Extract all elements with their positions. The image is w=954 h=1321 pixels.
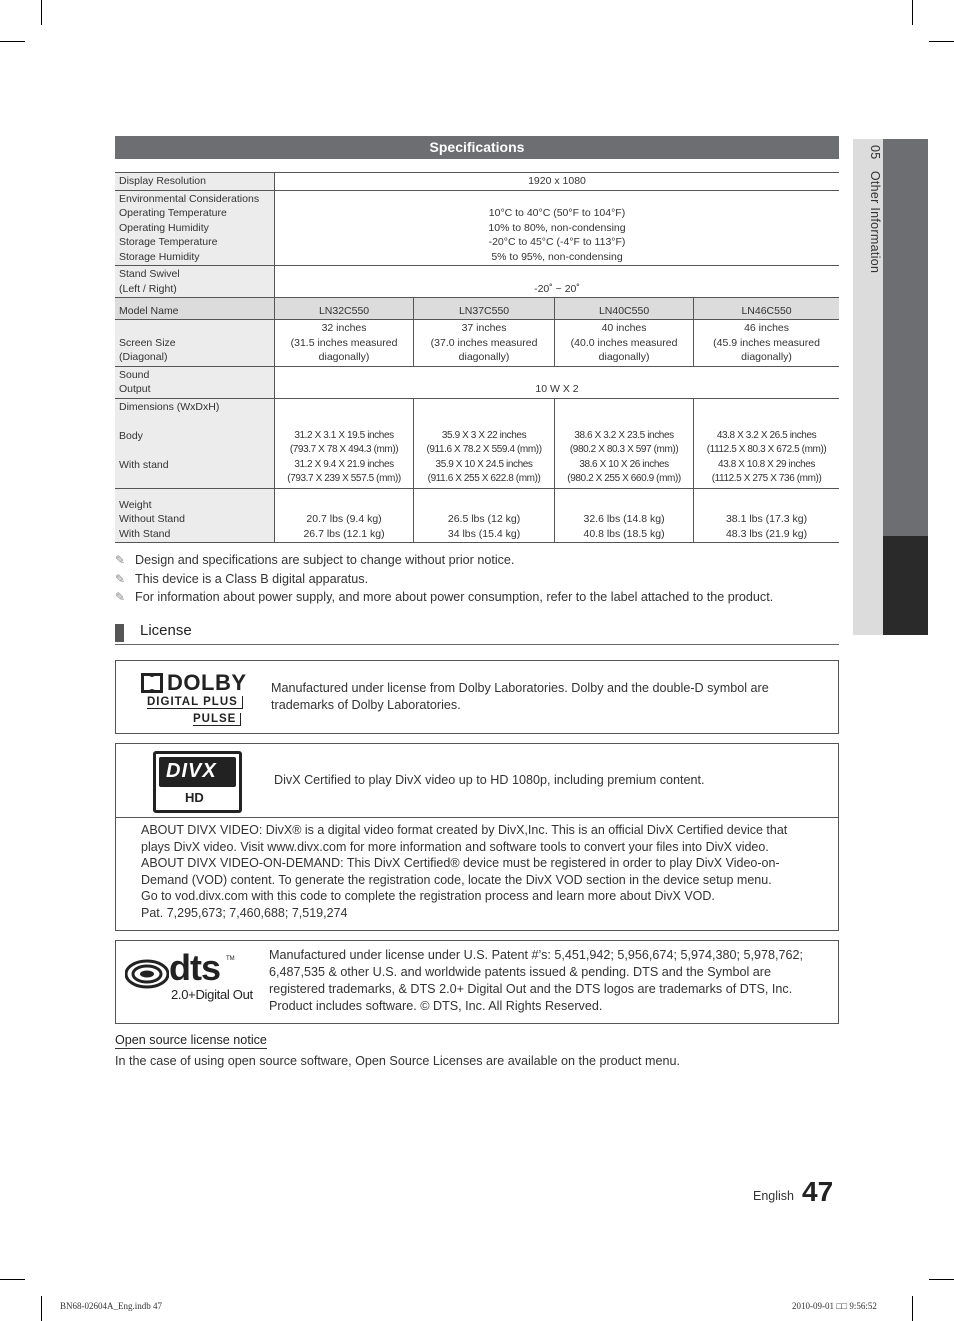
pencil-icon: ✎ — [115, 571, 126, 586]
divx-about-line: Pat. 7,295,673; 7,460,688; 7,519,274 — [141, 905, 348, 920]
crop-mark — [912, 0, 913, 25]
dimension-cell: 31.2 X 3.1 X 19.5 inches (793.7 X 78 X 494.3 (mm)) 31.2 X 9.4 X 21.9 inches (793.7 X 239 X 557.5 (mm)) — [275, 398, 414, 488]
row-value: 1920 x 1080 — [275, 173, 840, 191]
divx-text: DivX Certified to play DivX video up to HD 1080p, including premium content. — [274, 773, 705, 787]
dim-label: Body — [119, 429, 143, 442]
env-label: Environmental Considerations — [119, 192, 260, 205]
dimension-cell: 35.9 X 3 X 22 inches (911.6 X 78.2 X 559.4 (mm)) 35.9 X 10 X 24.5 inches (911.6 X 255 X 622.8 (mm)) — [414, 398, 555, 488]
env-value: -20°C to 45°C (-4°F to 113°F) — [488, 236, 626, 248]
weight-cell: 26.5 lbs (12 kg) 34 lbs (15.4 kg) — [414, 488, 555, 543]
sound-label: Output — [119, 383, 151, 395]
weight-label: Weight — [119, 498, 152, 511]
specifications-header: Specifications — [115, 136, 839, 159]
dolby-text-line: Manufactured under license from Dolby Laboratories. Dolby and the double-D symbol are — [271, 681, 769, 695]
row-value — [275, 190, 840, 266]
note-text: Design and specifications are subject to change without prior notice. — [135, 553, 515, 567]
page-number: 47 — [802, 1176, 834, 1207]
pencil-icon: ✎ — [115, 590, 126, 604]
dolby-wordmark: DOLBY — [167, 670, 247, 695]
crop-mark — [929, 41, 954, 42]
print-timestamp: 2010-09-01 □□ 9:56:52 — [792, 1301, 877, 1311]
row-label — [115, 320, 275, 367]
dts-text-line: Manufactured under license under U.S. Patent #’s: 5,451,942; 5,956,674; 5,974,380; 5,978,762; — [269, 948, 803, 962]
dolby-pulse: PULSE — [193, 713, 241, 726]
dts-swirl-icon — [125, 959, 169, 989]
dolby-logo — [141, 671, 247, 727]
footer-language: English — [753, 1189, 794, 1203]
crop-mark — [41, 0, 42, 25]
row-label: Model Name — [115, 298, 275, 320]
chapter-number: 05 — [868, 145, 882, 160]
swivel-label: Stand Swivel — [119, 268, 180, 280]
env-value: 10% to 80%, non-condensing — [488, 221, 626, 234]
table-row — [115, 173, 839, 191]
divx-about-line: Demand (VOD) content. To generate the registration code, locate the DivX VOD section in the device setup menu. — [141, 872, 772, 887]
row-label — [115, 398, 275, 488]
model-cell: LN40C550 — [555, 298, 694, 320]
screen-cell: 37 inches (37.0 inches measured diagonally) — [414, 320, 555, 367]
env-value: 5% to 95%, non-condensing — [491, 250, 623, 263]
dolby-text — [271, 680, 831, 714]
dts-tm: TM — [226, 956, 235, 962]
env-label: Operating Temperature — [119, 207, 227, 219]
model-cell: LN46C550 — [694, 298, 839, 320]
row-label — [115, 488, 275, 543]
crop-mark — [912, 1296, 913, 1321]
row-label — [115, 366, 275, 398]
license-heading — [115, 622, 839, 645]
env-label: Operating Humidity — [119, 221, 209, 234]
note-item — [115, 553, 845, 572]
dolby-digital-plus: DIGITAL PLUS — [147, 696, 243, 709]
weight-label: With Stand — [119, 527, 171, 540]
dimension-cell: 43.8 X 3.2 X 26.5 inches (1112.5 X 80.3 X 672.5 (mm)) 43.8 X 10.8 X 29 inches (1112.5 X 275 X 736 (mm)) — [694, 398, 839, 488]
row-label — [115, 266, 275, 298]
divx-about-line: ABOUT DIVX VIDEO-ON-DEMAND: This DivX Certified® device must be registered in order to play DivX Video-on- — [141, 856, 780, 870]
dts-text-line: registered trademarks, & DTS 2.0+ Digital Out and the DTS logos are trademarks of DTS, Inc. — [269, 982, 793, 996]
table-row — [115, 298, 839, 320]
table-row — [115, 398, 839, 488]
sound-label: Sound — [119, 368, 150, 381]
notes-list — [115, 553, 845, 609]
pencil-icon: ✎ — [115, 553, 126, 567]
note-text: This device is a Class B digital apparatus. — [135, 571, 369, 586]
env-label: Storage Humidity — [119, 250, 200, 263]
dts-license-box — [115, 940, 839, 1024]
heading-bar — [115, 624, 124, 642]
divx-about-line: ABOUT DIVX VIDEO: DivX® is a digital video format created by DivX,Inc. This is an official DivX Certified device that — [141, 823, 788, 837]
chapter-tab — [883, 139, 928, 536]
note-item — [115, 590, 845, 609]
dimension-cell: 38.6 X 3.2 X 23.5 inches (980.2 X 80.3 X 597 (mm)) 38.6 X 10 X 26 inches (980.2 X 255 X 660.9 (mm)) — [555, 398, 694, 488]
table-row — [115, 366, 839, 398]
screen-cell: 46 inches (45.9 inches measured diagonally) — [694, 320, 839, 367]
open-source-title: Open source license notice — [115, 1033, 267, 1047]
specifications-table — [115, 172, 839, 543]
divx-logo — [153, 751, 242, 813]
dim-label: With stand — [119, 458, 169, 471]
table-row — [115, 488, 839, 543]
model-cell: LN37C550 — [414, 298, 555, 320]
crop-mark — [41, 1296, 42, 1321]
row-value: -20˚ ~ 20˚ — [275, 266, 840, 298]
print-file-info: BN68-02604A_Eng.indb 47 — [60, 1301, 162, 1311]
chapter-tab-active — [883, 536, 928, 635]
crop-mark — [929, 1279, 954, 1280]
dts-text-line: 6,487,535 & other U.S. and worldwide patents issued & pending. DTS and the Symbol are — [269, 965, 771, 979]
chapter-title: Other Information — [868, 170, 882, 274]
screen-cell: 32 inches (31.5 inches measured diagonally) — [275, 320, 414, 367]
dts-text-line: Product includes software. © DTS, Inc. All Rights Reserved. — [269, 999, 603, 1013]
row-label — [115, 190, 275, 266]
model-cell: LN32C550 — [275, 298, 414, 320]
crop-mark — [0, 41, 25, 42]
dts-text — [269, 947, 835, 1015]
screen-cell: 40 inches (40.0 inches measured diagonally) — [555, 320, 694, 367]
dts-digital-out: 2.0+Digital Out — [171, 987, 253, 1002]
divx-license-box — [115, 743, 839, 931]
note-text: For information about power supply, and more about power consumption, refer to the label attached to the product. — [135, 590, 774, 604]
row-value: 10 W X 2 — [275, 366, 840, 398]
swivel-label: (Left / Right) — [119, 282, 177, 295]
table-row — [115, 266, 839, 298]
dts-logo — [125, 947, 259, 1013]
row-label: Display Resolution — [115, 173, 275, 191]
env-value: 10°C to 40°C (50°F to 104°F) — [488, 207, 626, 219]
divx-about — [141, 822, 831, 921]
divx-about-line: plays DivX video. Visit www.divx.com for more information and software tools to convert your files into DivX video. — [141, 839, 769, 854]
env-label: Storage Temperature — [119, 236, 218, 248]
open-source-text: In the case of using open source software, Open Source Licenses are available on the product menu. — [115, 1054, 680, 1068]
crop-mark — [0, 1279, 25, 1280]
license-title: License — [140, 622, 192, 639]
dolby-license-box — [115, 660, 839, 734]
divx-hd: HD — [185, 790, 204, 805]
dts-wordmark: dts — [169, 947, 220, 988]
note-item — [115, 572, 845, 591]
weight-cell: 38.1 lbs (17.3 kg) 48.3 lbs (21.9 kg) — [694, 488, 839, 543]
table-row — [115, 320, 839, 367]
table-row — [115, 190, 839, 266]
dim-label: Dimensions (WxDxH) — [119, 400, 220, 413]
divx-about-line: Go to vod.divx.com with this code to complete the registration process and learn more about DivX VOD. — [141, 889, 715, 903]
divx-wordmark: DIVX — [166, 760, 217, 782]
weight-cell: 20.7 lbs (9.4 kg) 26.7 lbs (12.1 kg) — [275, 488, 414, 543]
weight-cell: 32.6 lbs (14.8 kg) 40.8 lbs (18.5 kg) — [555, 488, 694, 543]
double-d-icon — [141, 673, 163, 693]
dolby-text-line: trademarks of Dolby Laboratories. — [271, 698, 461, 712]
screen-label: (Diagonal) — [119, 351, 168, 363]
chapter-label — [868, 145, 882, 273]
screen-label: Screen Size — [119, 336, 176, 349]
weight-label: Without Stand — [119, 513, 185, 525]
